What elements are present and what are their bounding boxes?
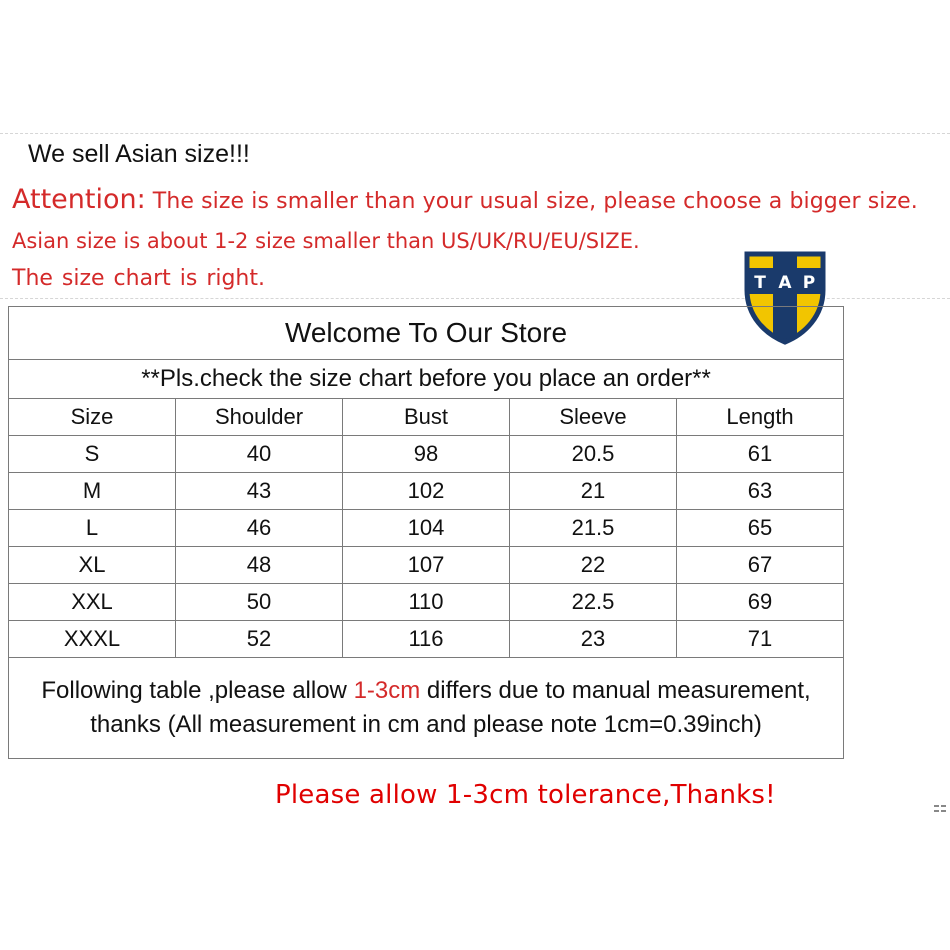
measurement-note-after: differs due to manual measurement, thanks (All measurement in cm and please note 1cm=0.39inch) — [90, 677, 811, 738]
table-row — [9, 436, 844, 473]
measurement-note-highlight: 1-3cm — [353, 677, 421, 704]
cell-length: 63 — [677, 473, 844, 510]
welcome-title: Welcome To Our Store — [9, 307, 844, 360]
cell-length: 67 — [677, 547, 844, 584]
attention-line — [12, 184, 918, 215]
size-chart-table — [8, 306, 844, 759]
cell-length: 71 — [677, 621, 844, 658]
tolerance-note: Please allow 1-3cm tolerance,Thanks! — [275, 780, 776, 810]
asian-size-headline: We sell Asian size!!! — [28, 140, 250, 168]
cell-size: L — [9, 510, 176, 547]
cell-shoulder: 46 — [176, 510, 343, 547]
top-divider — [0, 133, 950, 134]
cell-sleeve: 20.5 — [510, 436, 677, 473]
attention-label: Attention: — [12, 184, 146, 215]
cell-sleeve: 21 — [510, 473, 677, 510]
cell-bust: 102 — [343, 473, 510, 510]
cell-size: XXL — [9, 584, 176, 621]
cell-bust: 116 — [343, 621, 510, 658]
header-sleeve: Sleeve — [510, 399, 677, 436]
cell-shoulder: 50 — [176, 584, 343, 621]
logo-letter-p: P — [802, 273, 816, 293]
table-row — [9, 584, 844, 621]
table-header-row — [9, 399, 844, 436]
cell-bust: 107 — [343, 547, 510, 584]
cell-shoulder: 40 — [176, 436, 343, 473]
header-size: Size — [9, 399, 176, 436]
asian-size-note: Asian size is about 1-2 size smaller than US/UK/RU/EU/SIZE. — [12, 229, 640, 253]
cell-shoulder: 43 — [176, 473, 343, 510]
table-row — [9, 547, 844, 584]
measurement-note-before: Following table ,please allow — [41, 677, 354, 704]
cell-sleeve: 21.5 — [510, 510, 677, 547]
header-length: Length — [677, 399, 844, 436]
header-bust: Bust — [343, 399, 510, 436]
check-size-note: **Pls.check the size chart before you place an order** — [9, 360, 844, 399]
table-row — [9, 510, 844, 547]
cell-bust: 104 — [343, 510, 510, 547]
header-shoulder: Shoulder — [176, 399, 343, 436]
cell-sleeve: 22 — [510, 547, 677, 584]
cell-sleeve: 22.5 — [510, 584, 677, 621]
cell-size: M — [9, 473, 176, 510]
cell-shoulder: 52 — [176, 621, 343, 658]
cell-bust: 110 — [343, 584, 510, 621]
table-row — [9, 473, 844, 510]
cell-sleeve: 23 — [510, 621, 677, 658]
cell-size: XXXL — [9, 621, 176, 658]
size-chart-note: The size chart is right. — [12, 266, 265, 291]
cell-size: XL — [9, 547, 176, 584]
cell-bust: 98 — [343, 436, 510, 473]
cell-length: 69 — [677, 584, 844, 621]
corner-mark-icon — [932, 804, 950, 816]
measurement-note — [9, 658, 844, 759]
logo-letter-t: T — [754, 273, 766, 293]
attention-text: The size is smaller than your usual size, please choose a bigger size. — [145, 189, 918, 214]
cell-length: 61 — [677, 436, 844, 473]
table-row — [9, 621, 844, 658]
cell-length: 65 — [677, 510, 844, 547]
logo-letter-a: A — [778, 273, 792, 293]
cell-shoulder: 48 — [176, 547, 343, 584]
cell-size: S — [9, 436, 176, 473]
